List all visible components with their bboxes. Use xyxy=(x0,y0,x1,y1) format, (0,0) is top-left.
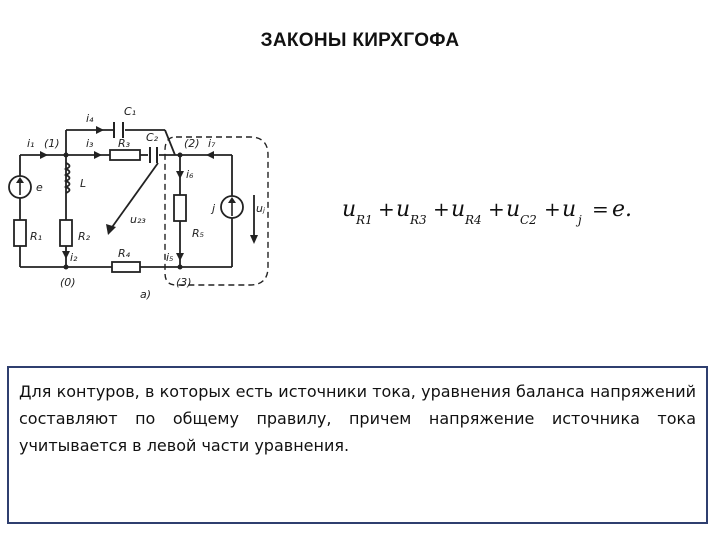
node xyxy=(178,265,183,270)
resistor-r2 xyxy=(60,220,72,246)
circuit-diagram xyxy=(0,95,290,315)
arrowhead xyxy=(176,171,184,179)
eq-sub-r3: R3 xyxy=(410,213,427,227)
eq-plus: + xyxy=(433,197,450,221)
label-uj: uⱼ xyxy=(256,202,265,215)
label-r2: R₂ xyxy=(78,230,91,243)
arrowhead xyxy=(206,151,214,159)
label-r4: R₄ xyxy=(118,247,131,260)
note-text: Для контуров, в которых есть источники тока, уравнения баланса напряжений составляют по общему правилу, причем напряжение источника тока учитывается в левой части уравнения. xyxy=(19,382,696,455)
label-node-2: (2) xyxy=(184,137,200,150)
label-i2: i₂ xyxy=(70,251,78,264)
label-i6: i₆ xyxy=(186,168,194,181)
eq-sub-j: j xyxy=(578,213,582,227)
eq-u: u xyxy=(451,197,466,222)
label-c2: C₂ xyxy=(146,131,159,144)
eq-u: u xyxy=(342,197,357,222)
wire xyxy=(165,130,175,155)
eq-sub-r1: R1 xyxy=(356,213,373,227)
node xyxy=(64,265,69,270)
label-node-1: (1) xyxy=(44,137,60,150)
arrowhead xyxy=(176,253,184,261)
eq-u: u xyxy=(506,197,521,222)
label-i7: i₇ xyxy=(208,137,216,150)
resistor-r5 xyxy=(174,195,186,221)
label-node-0: (0) xyxy=(60,276,76,289)
arrowhead xyxy=(94,151,102,159)
resistor-r4 xyxy=(112,262,140,272)
label-r5: R₅ xyxy=(192,227,205,240)
eq-sub-r4: R4 xyxy=(465,213,482,227)
arrowhead xyxy=(250,235,258,244)
label-e: e xyxy=(36,181,43,194)
arrowhead xyxy=(40,151,48,159)
eq-rhs: e. xyxy=(612,197,633,222)
label-u23: u₂₃ xyxy=(130,213,146,226)
label-i5: i₅ xyxy=(166,251,174,264)
eq-plus: + xyxy=(544,197,561,221)
note-box xyxy=(7,366,708,524)
resistor-r3 xyxy=(110,150,140,160)
label-r3: R₃ xyxy=(118,137,131,150)
label-r1: R₁ xyxy=(30,230,43,243)
eq-equals: = xyxy=(592,197,609,221)
label-node-3: (3) xyxy=(176,276,192,289)
resistor-r1 xyxy=(14,220,26,246)
slide-title: ЗАКОНЫ КИРХГОФА xyxy=(260,30,460,51)
node xyxy=(64,153,69,158)
label-i4: i₄ xyxy=(86,112,94,125)
label-a: a) xyxy=(140,288,152,301)
kirchhoff-equation xyxy=(340,190,670,234)
eq-plus: + xyxy=(378,197,395,221)
arrowhead xyxy=(106,224,116,235)
label-l: L xyxy=(80,177,87,190)
label-i3: i₃ xyxy=(86,137,94,150)
label-i1: i₁ xyxy=(27,137,35,150)
eq-u: u xyxy=(396,197,411,222)
label-j: j xyxy=(212,202,216,215)
eq-u: u xyxy=(562,197,577,222)
label-c1: C₁ xyxy=(124,105,137,118)
eq-sub-c2: C2 xyxy=(520,213,537,227)
arrowhead xyxy=(96,126,104,134)
arrowhead xyxy=(62,251,70,259)
node xyxy=(178,153,183,158)
eq-plus: + xyxy=(488,197,505,221)
